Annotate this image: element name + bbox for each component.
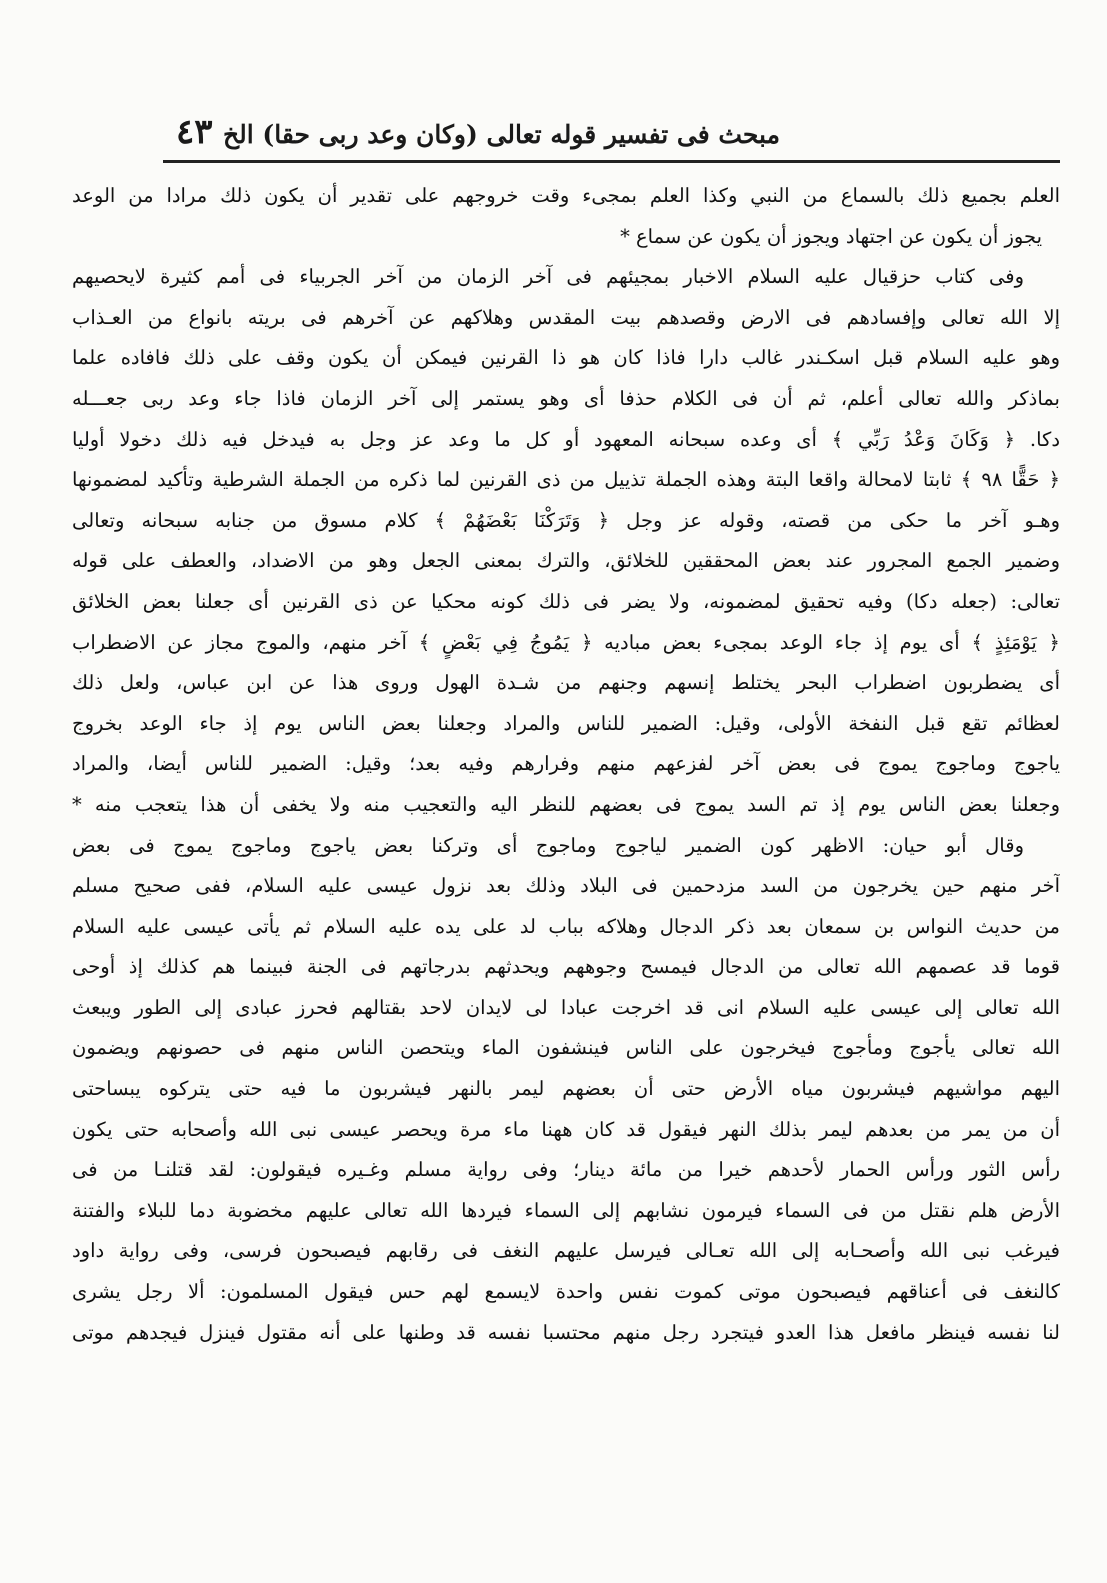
text-line: لعظائم تقع قبل النفخة الأولى، وقيل: الضمير للناس والمراد وجعلنا بعض الناس يوم إذ جاء الوعد بخروج <box>72 711 1060 735</box>
text-line: بماذكر والله تعالى أعلم، ثم أن فى الكلام حذفا أى وهو يستمر إلى آخر الزمان فاذا جاء وعد ربى جعـــله <box>72 386 1060 410</box>
text-line: الله تعالى يأجوج ومأجوج فيخرجون على الناس فينشفون الماء ويتحصن الناس منهم فى حصونهم ويضمون <box>72 1036 1060 1060</box>
text-line: لنا نفسه فينظر مافعل هذا العدو فيتجرد رجل منهم محتسبا نفسه قد وطنها على أنه مقتول فينزل فيجدهم موتى <box>72 1320 1060 1344</box>
text-line: ياجوج وماجوج يموج فى بعض آخر لفزعهم منهم وفرارهم وفيه بعد؛ وقيل: الضمير للناس أيضا، والمراد <box>72 752 1060 776</box>
running-title: مبحث فى تفسير قوله تعالى (وكان وعد ربى حقا) الخ <box>223 120 780 149</box>
text-line: أن من يمر من بعدهم ليمر بذلك النهر فيقول قد كان ههنا ماء مرة ويحصر عيسى نبى الله وأصحابه حتى يكون <box>72 1117 1060 1141</box>
text-line: اليهم مواشيهم فيشربون مياه الأرض حتى أن بعضهم ليمر بالنهر فيشربون ما فيه حتى يتركوه يبساحتى <box>72 1077 1060 1101</box>
text-line: وضمير الجمع المجرور عند بعض المحققين للخلائق، والترك بمعنى الجعل وهو من الاضداد، والعطف على قوله <box>72 549 1060 573</box>
text-line: تعالى: (جعله دكا) وفيه تحقيق لمضمونه، ولا يضر فى ذلك كونه محكيا عن ذى القرنين أى جعلنا بعض الخلائق <box>72 589 1060 613</box>
page-number: ٤٣ <box>176 112 213 152</box>
text-line: الله تعالى إلى عيسى عليه السلام انى قد اخرجت عبادا لى لايدان لاحد بقتالهم فحرز عبادى إلى الطور ويبعث <box>72 995 1060 1019</box>
text-line: وهـو آخر ما حكى من قصته، وقوله عز وجل ﴿ وَتَرَكْنَا بَعْضَهُمْ ﴾ كلام مسوق من جنابه سبحانه وتعالى <box>72 508 1060 532</box>
text-line: ﴿ حَقًّا ٩٨ ﴾ ثابتا لامحالة واقعا البتة وهذه الجملة تذييل من ذى القرنين لما ذكره من الجملة الشرطية وتأكيد لمضمونها <box>72 468 1060 492</box>
header-rule <box>163 160 1060 163</box>
text-line: وجعلنا بعض الناس يوم إذ تم السد يموج فى بعضهم للنظر اليه والتعجيب منه ولا يخفى أن هذا يتعجب منه * <box>72 792 1060 816</box>
text-line: وقال أبو حيان: الاظهر كون الضمير لياجوج وماجوج أى وتركنا بعض ياجوج وماجوج يموج فى بعض <box>72 833 1024 857</box>
text-line: الأرض هلم نقتل من فى السماء فيرمون نشابهم إلى السماء فيردها الله تعالى عليهم مخضوبة دما للبلاء والفتنة <box>72 1198 1060 1222</box>
text-line: آخر منهم حين يخرجون من السد مزدحمين فى البلاد وذلك بعد نزول عيسى عليه السلام، ففى صحيح مسلم <box>72 874 1060 898</box>
text-line: قوما قد عصمهم الله تعالى من الدجال فيمسح وجوههم ويحدثهم بدرجاتهم فى الجنة فبينما هم كذلك إذ أوحى <box>72 955 1060 979</box>
text-line: يجوز أن يكون عن اجتهاد ويجوز أن يكون عن سماع * <box>620 224 1042 248</box>
text-line: إلا الله تعالى وإفسادهم فى الارض وقصدهم بيت المقدس وهلاكهم عن آخرهم فى بريته بانواع من العـذاب <box>72 305 1060 329</box>
text-line: وفى كتاب حزقيال عليه السلام الاخبار بمجيئهم فى آخر الزمان من آخر الجربياء فى أمم كثيرة لايحصيهم <box>72 265 1024 289</box>
text-line: رأس الثور ورأس الحمار لأحدهم خيرا من مائة دينار؛ وفى رواية مسلم وغـيره فيقولون: لقد قتلنـا من فى <box>72 1158 1060 1182</box>
page-header <box>160 112 1060 160</box>
text-line: أى يضطربون اضطراب البحر يختلط إنسهم وجنهم من شـدة الهول وروى هذا عن ابن عباس، ولعل ذلك <box>72 671 1060 695</box>
text-line: وهو عليه السلام قبل اسكـندر غالب دارا فاذا كان هو ذا القرنين فيمكن أن يكون وقف على ذلك فافاده علما <box>72 346 1060 370</box>
text-line: كالنغف فى أعناقهم فيصبحون موتى كموت نفس واحدة لايسمع لهم حس فيقول المسلمون: ألا رجل يشرى <box>72 1280 1060 1304</box>
text-line: دكا. ﴿ وَكَانَ وَعْدُ رَبِّي ﴾ أى وعده سبحانه المعهود أو كل ما وعد عز وجل به فيدخل فيه ذلك دخولا أوليا <box>72 427 1060 451</box>
text-line: ﴿ يَوْمَئِذٍ ﴾ أى يوم إذ جاء الوعد بمجىء بعض مباديه ﴿ يَمُوجُ فِي بَعْضٍ ﴾ آخر منهم، والموج مجاز عن الاضطراب <box>72 630 1060 654</box>
text-line: من حديث النواس بن سمعان بعد ذكر الدجال وهلاكه بباب لد على يده عليه السلام ثم يأتى عيسى عليه السلام <box>72 914 1060 938</box>
body-text <box>72 176 1060 1353</box>
text-line: فيرغب نبى الله وأصحـابه إلى الله تعـالى فيرسل عليهم النغف فى رقابهم فيصبحون فرسى، وفى رواية داود <box>72 1239 1060 1263</box>
text-line: العلم بجميع ذلك بالسماع من النبي وكذا العلم بمجىء وقت خروجهم على تقدير أن يكون ذلك مرادا من الوعد <box>72 184 1060 207</box>
